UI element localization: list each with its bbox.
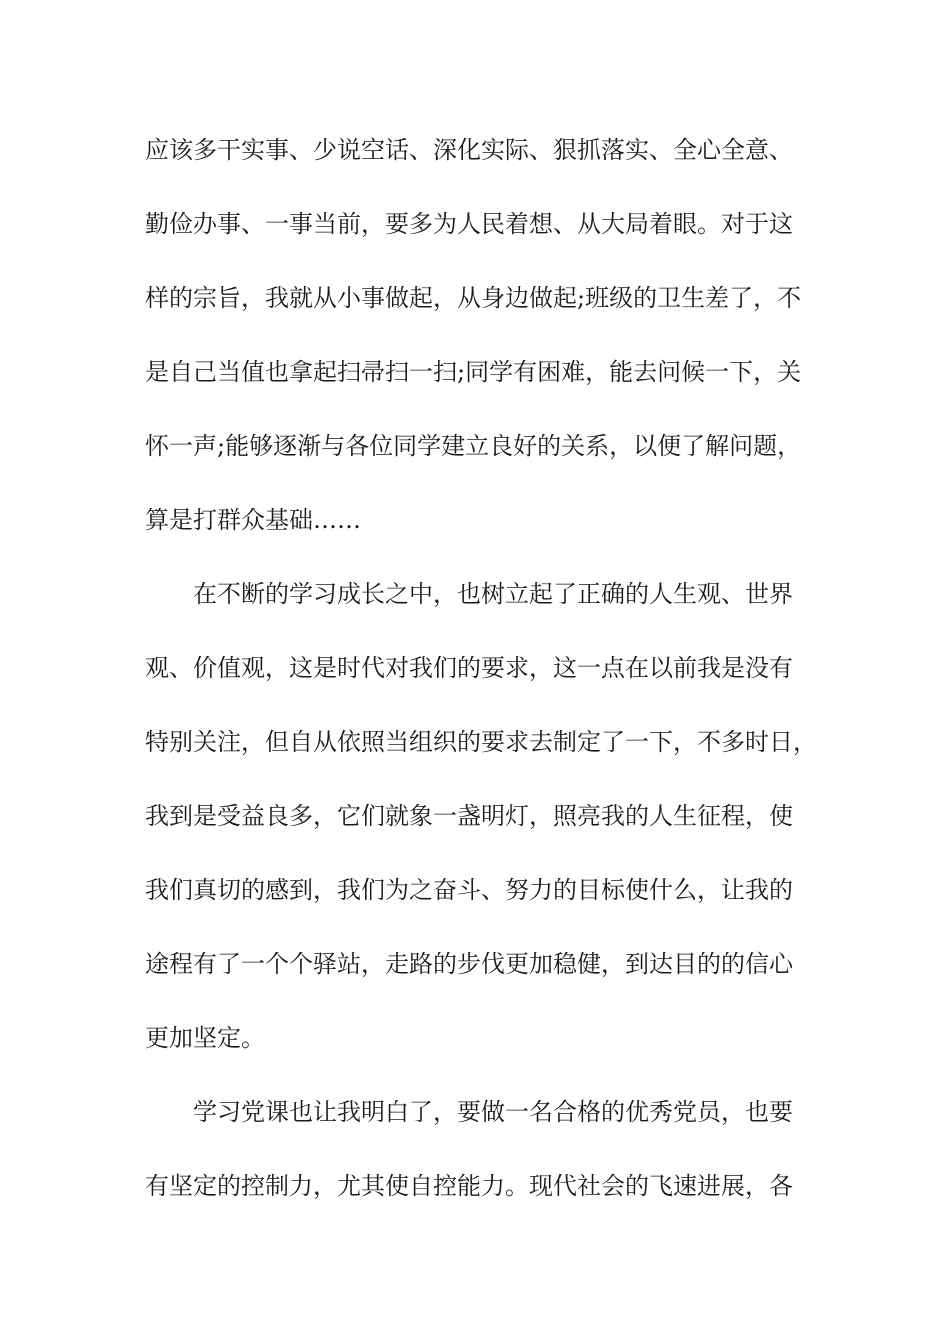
text-line: 勤俭办事、一事当前，要多为人民着想、从大局着眼。对于这	[145, 210, 793, 238]
paragraph-first-line: 在不断的学习成长之中，也树立起了正确的人生观、世界	[193, 580, 793, 608]
text-line: 样的宗旨，我就从小事做起，从身边做起;班级的卫生差了，不	[145, 284, 802, 312]
text-line: 观、价值观，这是时代对我们的要求，这一点在以前我是没有	[145, 654, 793, 682]
text-line: 是自己当值也拿起扫帚扫一扫;同学有困难，能去问候一下，关	[145, 358, 802, 386]
text-line: 我们真切的感到，我们为之奋斗、努力的目标使什么，让我的	[145, 876, 793, 904]
text-line: 特别关注，但自从依照当组织的要求去制定了一下，不多时日，	[145, 728, 817, 756]
paragraph-first-line: 学习党课也让我明白了，要做一名合格的优秀党员，也要	[193, 1098, 793, 1126]
text-line: 算是打群众基础……	[145, 506, 361, 534]
text-line: 怀一声;能够逐渐与各位同学建立良好的关系，以便了解问题，	[145, 432, 802, 460]
text-line: 应该多干实事、少说空话、深化实际、狠抓落实、全心全意、	[145, 136, 793, 164]
text-line: 我到是受益良多，它们就象一盏明灯，照亮我的人生征程，使	[145, 802, 793, 830]
text-line: 途程有了一个个驿站，走路的步伐更加稳健，到达目的的信心	[145, 950, 793, 978]
text-line: 更加坚定。	[145, 1024, 265, 1052]
text-line: 有坚定的控制力，尤其使自控能力。现代社会的飞速进展，各	[145, 1172, 793, 1200]
